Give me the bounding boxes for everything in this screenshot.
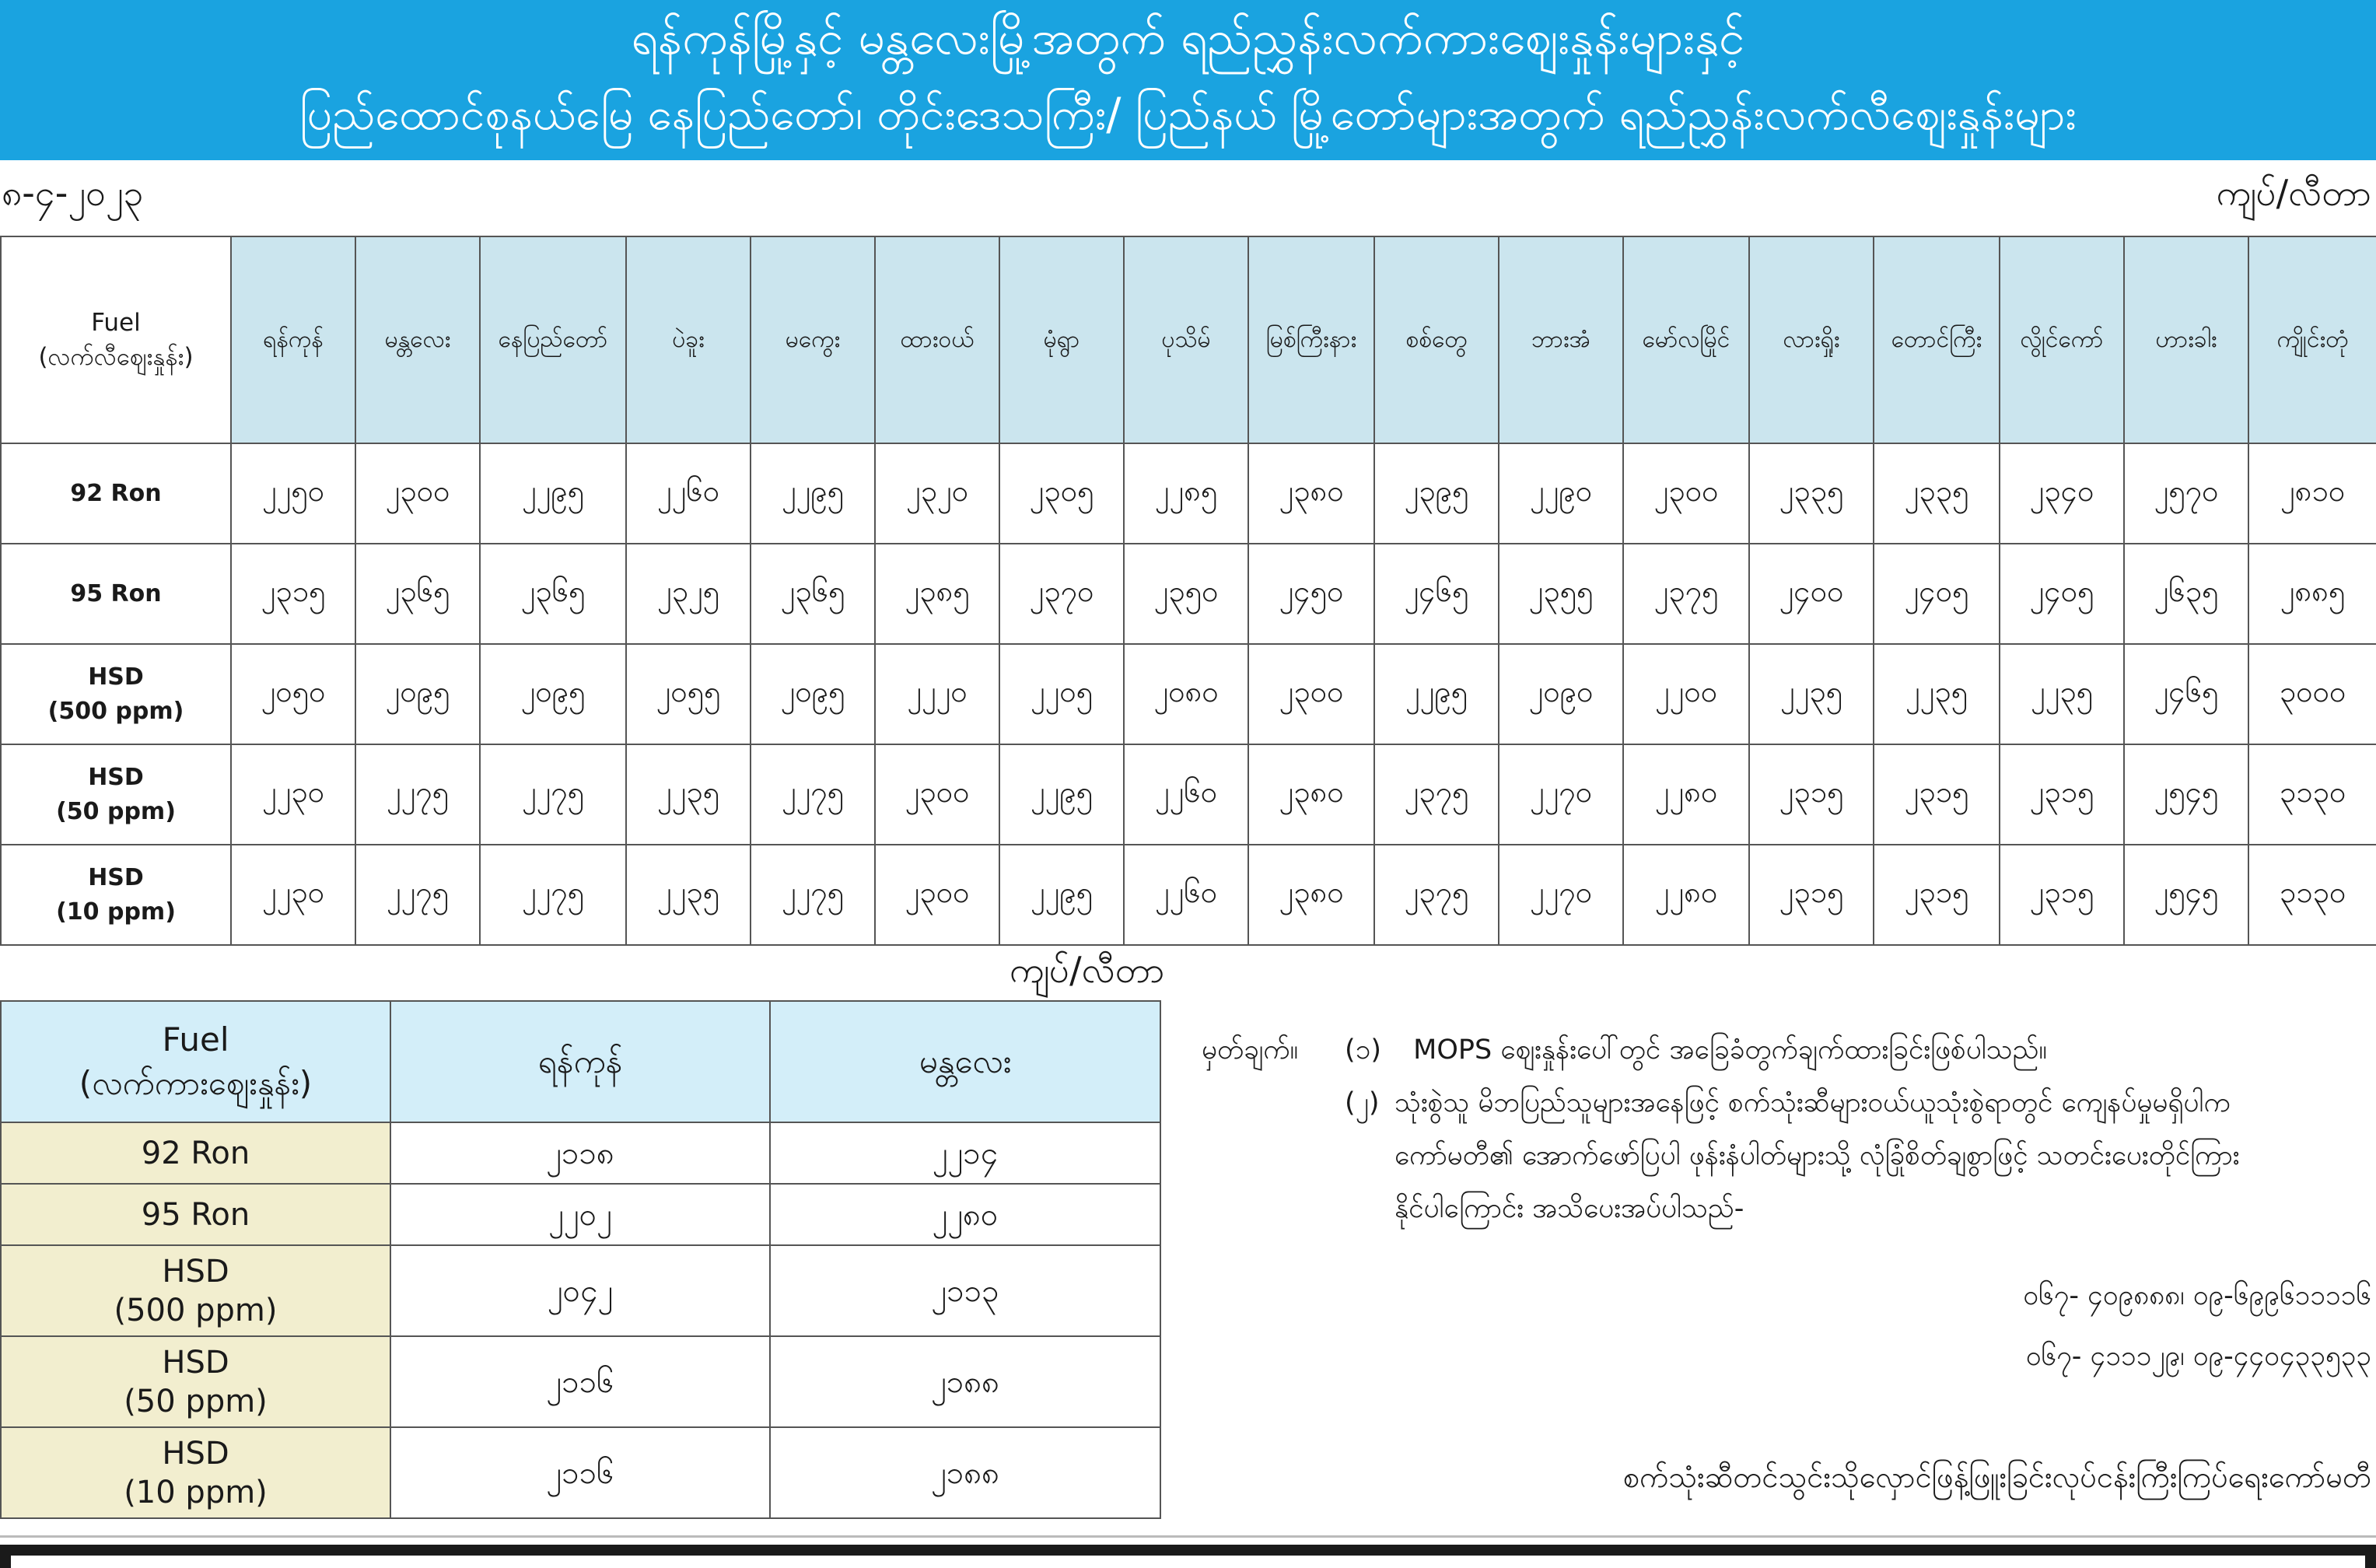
footer-frame-inner (11, 1556, 2365, 1568)
retail-price-table (0, 236, 2376, 946)
price-cell: ၃၀၀၀ (2248, 644, 2376, 744)
fuel-type-cell (1, 744, 231, 845)
price-cell: ၂၀၉၅ (751, 644, 875, 744)
price-cell: ၂၂၉၅ (999, 744, 1124, 845)
price-cell: ၂၃၁၅ (1874, 845, 2000, 945)
price-cell: ၂၃၁၅ (2000, 845, 2124, 945)
fuel-type-label: HSD (88, 763, 144, 791)
price-cell: ၂၂၃၀ (231, 845, 355, 945)
price-cell: ၂၃၆၅ (751, 544, 875, 644)
price-cell: ၂၂၃၅ (626, 744, 751, 845)
price-cell: ၂၂၃၅ (626, 845, 751, 945)
price-cell: ၂၂၇၅ (480, 845, 626, 945)
price-cell: ၂၃၀၀ (1248, 644, 1374, 744)
price-cell: ၂၃၀၀ (875, 744, 999, 845)
note-number: (၂) (1345, 1087, 1380, 1118)
header-banner (0, 0, 2376, 160)
price-cell: ၂၃၇၅ (1374, 744, 1499, 845)
price-cell: ၂၃၈၀ (1248, 845, 1374, 945)
fuel-type-label: (500 ppm) (114, 1292, 278, 1328)
note-text-line: ကော်မတီ၏ အောက်ဖော်ပြပါ ဖုန်းနံပါတ်များသို့ လုံခြုံစိတ်ချစွာဖြင့် သတင်းပေးတိုင်ကြား (1394, 1140, 2240, 1171)
price-cell: ၂၂၈၀ (1623, 845, 1749, 945)
price-cell: ၂၂၉၅ (751, 443, 875, 544)
city-header: မကွေး (751, 236, 875, 443)
fuel-type-label: 92 Ron (141, 1135, 250, 1171)
price-cell: ၂၂၀၅ (999, 644, 1124, 744)
price-cell: ၂၂၇၀ (1499, 744, 1623, 845)
price-cell: ၂၂၇၅ (751, 845, 875, 945)
fuel-type-label: HSD (162, 1253, 229, 1290)
price-cell: ၂၄၀၅ (2000, 544, 2124, 644)
price-cell: ၂၃၆၅ (355, 544, 480, 644)
fuel-type-cell (1, 1336, 390, 1427)
price-cell: ၂၂၀၀ (1623, 644, 1749, 744)
price-cell: ၂၀၉၀ (1499, 644, 1623, 744)
city-header: မန္တလေး (770, 1001, 1160, 1122)
retail-fuel-header-mm: (လက်လီဈေးနှုန်း) (38, 343, 194, 371)
price-cell: ၂၄၅၀ (1248, 544, 1374, 644)
issuing-committee: စက်သုံးဆီတင်သွင်းသိုလှောင်ဖြန့်ဖြူးခြင်းလုပ်ငန်းကြီးကြပ်ရေးကော်မတီ (1622, 1460, 2371, 1494)
notice-date: ၈-၄-၂၀၂၃ (2, 172, 144, 214)
price-cell: ၂၂၇၅ (355, 845, 480, 945)
city-header: မုံရွာ (999, 236, 1124, 443)
city-header: လားရှိုး (1749, 236, 1874, 443)
wholesale-row (1, 1336, 1160, 1427)
price-cell: ၂၃၈၀ (1248, 744, 1374, 845)
fuel-type-cell (1, 1245, 390, 1336)
city-header: ပုသိမ် (1124, 236, 1248, 443)
unit-label-retail: ကျပ်/လီတာ (2216, 172, 2371, 214)
price-cell: ၂၂၅၀ (231, 443, 355, 544)
price-cell: ၂၂၈၅ (1124, 443, 1248, 544)
price-cell: ၂၂၉၅ (1374, 644, 1499, 744)
retail-row (1, 544, 2376, 644)
wholesale-row (1, 1122, 1160, 1184)
contact-phone-1: ၀၆၇- ၄၀၉၈၈၈၊ ၀၉-၆၉၉၆၁၁၁၁၆ (2023, 1280, 2371, 1311)
price-cell: ၂၃၀၀ (355, 443, 480, 544)
price-cell: ၂၂၆၀ (1124, 744, 1248, 845)
fuel-type-label: 92 Ron (70, 479, 162, 507)
price-cell: ၂၂၃၅ (2000, 644, 2124, 744)
fuel-type-label: HSD (88, 863, 144, 891)
fuel-type-label: HSD (162, 1435, 229, 1472)
city-header: ဟားခါး (2124, 236, 2248, 443)
price-cell: ၂၁၁၆ (390, 1427, 770, 1518)
wholesale-header-row (1, 1001, 1160, 1122)
price-cell: ၂၂၇၀ (1499, 845, 1623, 945)
page-title-line-2: ပြည်ထောင်စုနယ်မြေ နေပြည်တော်၊ တိုင်းဒေသကြီး/ ပြည်နယ် မြို့တော်များအတွက် ရည်ညွှန်းလက်လီဈေးနှုန်းများ (299, 89, 2077, 140)
notes-label: မှတ်ချက်။ (1202, 1034, 1299, 1066)
price-cell: ၂၂၀၂ (390, 1184, 770, 1245)
price-cell: ၂၃၉၅ (1374, 443, 1499, 544)
price-cell: ၂၆၃၅ (2124, 544, 2248, 644)
divider (0, 1535, 2376, 1538)
wholesale-row (1, 1184, 1160, 1245)
fuel-type-label: (10 ppm) (56, 898, 176, 926)
city-header: တောင်ကြီး (1874, 236, 2000, 443)
price-cell: ၂၂၃၅ (1874, 644, 2000, 744)
retail-row (1, 644, 2376, 744)
page-title-line-1: ရန်ကုန်မြို့နှင့် မန္တလေးမြို့အတွက် ရည်ညွှန်းလက်ကားဈေးနှုန်းများနှင့် (631, 11, 1745, 65)
city-header: ဘားအံ (1499, 236, 1623, 443)
price-cell: ၂၂၇၅ (751, 744, 875, 845)
fuel-type-cell (1, 845, 231, 945)
price-cell: ၂၁၁၃ (770, 1245, 1160, 1336)
wholesale-row (1, 1245, 1160, 1336)
note-text-block (1394, 1076, 2376, 1235)
city-header: လွိုင်ကော် (2000, 236, 2124, 443)
retail-row (1, 744, 2376, 845)
retail-row (1, 845, 2376, 945)
note-text: MOPS ဈေးနှုန်းပေါ်တွင် အခြေခံတွက်ချက်ထားခြင်းဖြစ်ပါသည်။ (1413, 1034, 2048, 1066)
retail-row (1, 443, 2376, 544)
price-cell: ၂၃၅၀ (1124, 544, 1248, 644)
price-cell: ၂၂၇၅ (355, 744, 480, 845)
note-item-2 (1345, 1076, 2376, 1235)
price-cell: ၂၂၈၀ (770, 1184, 1160, 1245)
price-cell: ၂၃၁၅ (1749, 845, 1874, 945)
city-header: စစ်တွေ (1374, 236, 1499, 443)
price-cell: ၂၁၁၆ (390, 1336, 770, 1427)
city-header: မြစ်ကြီးနား (1248, 236, 1374, 443)
city-header: မန္တလေး (355, 236, 480, 443)
price-cell: ၂၂၆၀ (626, 443, 751, 544)
fuel-type-cell (1, 1427, 390, 1518)
city-header: ပဲခူး (626, 236, 751, 443)
price-cell: ၂၃၀၀ (1623, 443, 1749, 544)
price-cell: ၂၂၉၅ (480, 443, 626, 544)
price-cell: ၂၅၄၅ (2124, 845, 2248, 945)
price-cell: ၂၃၇၅ (1623, 544, 1749, 644)
fuel-type-label: (50 ppm) (124, 1383, 268, 1419)
city-header: ရန်ကုန် (390, 1001, 770, 1122)
wholesale-fuel-header-mm: (လက်ကားဈေးနှုန်း) (79, 1064, 313, 1102)
price-cell: ၂၁၈၈ (770, 1427, 1160, 1518)
price-cell: ၂၃၈၀ (1248, 443, 1374, 544)
price-cell: ၂၃၀၅ (999, 443, 1124, 544)
fuel-type-cell (1, 1184, 390, 1245)
city-header: နေပြည်တော် (480, 236, 626, 443)
fuel-type-label: (50 ppm) (56, 797, 176, 825)
price-cell: ၂၈၈၅ (2248, 544, 2376, 644)
price-cell: ၂၂၃၀ (231, 744, 355, 845)
price-cell: ၂၀၄၂ (390, 1245, 770, 1336)
wholesale-fuel-header (1, 1001, 390, 1122)
note-number: (၁) (1345, 1034, 1381, 1066)
fuel-type-cell (1, 1122, 390, 1184)
price-cell: ၂၄၀၅ (1874, 544, 2000, 644)
fuel-type-label: (10 ppm) (124, 1474, 268, 1510)
price-cell: ၂၁၁၈ (390, 1122, 770, 1184)
fuel-type-label: 95 Ron (141, 1196, 250, 1233)
price-cell: ၂၃၇၅ (1374, 845, 1499, 945)
price-cell: ၂၄၆၅ (1374, 544, 1499, 644)
contact-phone-2: ၀၆၇- ၄၁၁၁၂၉၊ ၀၉-၄၄၀၄၃၃၅၃၃ (2025, 1341, 2371, 1372)
price-cell: ၂၃၂၅ (626, 544, 751, 644)
price-cell: ၂၃၅၅ (1499, 544, 1623, 644)
fuel-type-label: HSD (162, 1344, 229, 1381)
price-cell: ၂၂၆၀ (1124, 845, 1248, 945)
price-cell: ၃၁၃၀ (2248, 845, 2376, 945)
price-cell: ၂၀၅၅ (626, 644, 751, 744)
footer-frame (0, 1545, 2376, 1568)
price-cell: ၂၅၄၅ (2124, 744, 2248, 845)
fuel-type-label: (500 ppm) (47, 697, 184, 725)
price-cell: ၂၈၁၀ (2248, 443, 2376, 544)
retail-fuel-header (1, 236, 231, 443)
price-cell: ၃၁၃၀ (2248, 744, 2376, 845)
price-cell: ၂၂၈၀ (1623, 744, 1749, 845)
city-header: မော်လမြိုင် (1623, 236, 1749, 443)
price-cell: ၂၃၃၅ (1874, 443, 2000, 544)
price-cell: ၂၃၁၅ (1874, 744, 2000, 845)
price-cell: ၂၀၉၅ (355, 644, 480, 744)
city-header: ထားဝယ် (875, 236, 999, 443)
price-cell: ၂၀၉၅ (480, 644, 626, 744)
wholesale-price-table (0, 1000, 1161, 1519)
price-cell: ၂၃၁၅ (231, 544, 355, 644)
price-cell: ၂၀၈၀ (1124, 644, 1248, 744)
price-cell: ၂၂၂၀ (875, 644, 999, 744)
price-cell: ၂၃၆၅ (480, 544, 626, 644)
price-cell: ၂၃၈၅ (875, 544, 999, 644)
price-cell: ၂၃၁၅ (1749, 744, 1874, 845)
city-header: ရန်ကုန် (231, 236, 355, 443)
fuel-type-cell (1, 644, 231, 744)
price-cell: ၂၁၈၈ (770, 1336, 1160, 1427)
price-cell: ၂၄၀၀ (1749, 544, 1874, 644)
fuel-type-label: 95 Ron (70, 579, 162, 607)
price-cell: ၂၃၀၀ (875, 845, 999, 945)
price-cell: ၂၃၂၀ (875, 443, 999, 544)
retail-fuel-header-en: Fuel (91, 309, 141, 337)
price-cell: ၂၂၃၅ (1749, 644, 1874, 744)
note-text-line: နိုင်ပါကြောင်း အသိပေးအပ်ပါသည်- (1394, 1193, 1744, 1224)
price-cell: ၂၃၃၅ (1749, 443, 1874, 544)
fuel-type-cell (1, 544, 231, 644)
price-cell: ၂၅၇၀ (2124, 443, 2248, 544)
price-cell: ၂၄၆၅ (2124, 644, 2248, 744)
unit-label-wholesale: ကျပ်/လီတာ (1010, 949, 1165, 991)
note-text-line: သုံးစွဲသူ မိဘပြည်သူများအနေဖြင့် စက်သုံးဆီများဝယ်ယူသုံးစွဲရာတွင် ကျေနပ်မှုမရှိပါက (1394, 1087, 2231, 1118)
price-cell: ၂၂၉၅ (999, 845, 1124, 945)
retail-header-row (1, 236, 2376, 443)
wholesale-fuel-header-en: Fuel (162, 1020, 229, 1059)
price-cell: ၂၃၇၀ (999, 544, 1124, 644)
price-cell: ၂၂၇၅ (480, 744, 626, 845)
price-cell: ၂၃၁၅ (2000, 744, 2124, 845)
fuel-type-cell (1, 443, 231, 544)
price-cell: ၂၂၉၀ (1499, 443, 1623, 544)
price-cell: ၂၃၄၀ (2000, 443, 2124, 544)
city-header: ကျိုင်းတုံ (2248, 236, 2376, 443)
note-item-1 (1345, 1024, 2047, 1076)
price-cell: ၂၀၅၀ (231, 644, 355, 744)
fuel-type-label: HSD (88, 663, 144, 691)
price-cell: ၂၂၁၄ (770, 1122, 1160, 1184)
wholesale-row (1, 1427, 1160, 1518)
